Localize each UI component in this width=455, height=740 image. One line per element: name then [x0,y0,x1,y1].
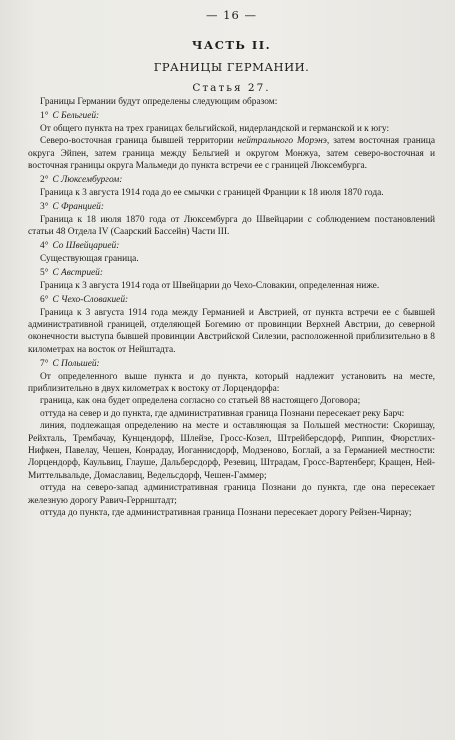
paragraph: Граница к 3 августа 1914 года от Швейцарии до Чехо-Словакии, определенная ниже. [40,280,380,291]
subsection-heading: 5° С Австрией: [40,268,103,279]
paragraph: Северо-восточная граница бывшей территории нейтрального Морэнэ, затем восточная граница округа Эйпен, затем граница между Бельгией и округом Монжуа, затем северо-восточная и восточная границы округа Мальмеди до пункта встречи ее с границей Люксембурга. [28,136,435,172]
subsection-heading: 6° С Чехо-Словакией: [40,295,129,306]
paragraph: От общего пункта на трех границах бельгийской, нидерландской и германской и к югу: [40,123,390,134]
intro-paragraph: Границы Германии будут определены следующим образом: [40,97,278,107]
article-title: Статья 27. [192,82,271,94]
paragraph: Граница к 3 августа 1914 года между Германией и Австрией, от пункта встречи ее с бывшей административной границей, отделяющей Богемию от провинции Верхней Австрии, до северной оконечности выступа бывшей провинции Австрийской Силезии, расположенной приблизительно в 8 километрах на восток от Нейштадта. [28,307,435,355]
subsection-heading: 3° С Францией: [40,202,104,213]
subsection-heading: 2° С Люксембургом: [40,175,123,186]
subsection-heading: 7° С Польшей: [40,359,100,370]
paragraph: оттуда на север и до пункта, где административная граница Познани пересекает реку Барч: [40,408,405,419]
paragraph: оттуда на северо-запад административная граница Познани до пункта, где она пересекает железную дорогу Равич-Геррнштадт; [28,483,435,506]
paragraph: От определенного выше пункта и до пункта, который надлежит установить на месте, приблизительно в двух километрах к востоку от Лорцендорфа: [28,371,435,394]
paragraph: Существующая граница. [40,253,139,264]
subsection-heading: 4° Со Швейцарией: [40,241,120,252]
section-title: ГРАНИЦЫ ГЕРМАНИИ. [153,60,310,74]
paragraph: Граница к 18 июля 1870 года от Люксембурга до Швейцарии с соблюдением постановлений статьи 48 Отдела IV (Саарский Бассейн) Части III. [28,214,435,238]
paragraph: Граница к 3 августа 1914 года до ее смычки с границей Франции к 18 июля 1870 года. [40,187,384,198]
subsection-heading: 1° С Бельгией: [40,111,100,122]
paragraph: линия, подлежащая определению на месте и оставляющая за Польшей местности: Скоришау, Рейхталь, Трембачау, Кунцендорф, Шлейзе, Гросс-Козел, Штрейберсдорф, Риппин, Фюрстлих-Нифкен, Павелау, Чешен, Конрадау, Иоганнисдорф, Модзеново, Боглай, а за Германией местности: Лорцендорф, Каульвиц, Глауше, Дальберсдорф, Резевиц, Штрадам, Гросс-Вартенберг, Кращен, Ней-Миттельвальде, Домаславиц, Ведельсдорф, Чешен-Гаммер; [28,421,435,481]
part-title: ЧАСТЬ II. [191,38,272,52]
page-number: — 16 — [206,8,257,22]
paragraph: оттуда до пункта, где административная граница Познани пересекает дорогу Рейзен-Чирнау; [40,508,412,518]
paragraph: граница, как она будет определена согласно со статьей 88 настоящего Договора; [40,396,361,407]
